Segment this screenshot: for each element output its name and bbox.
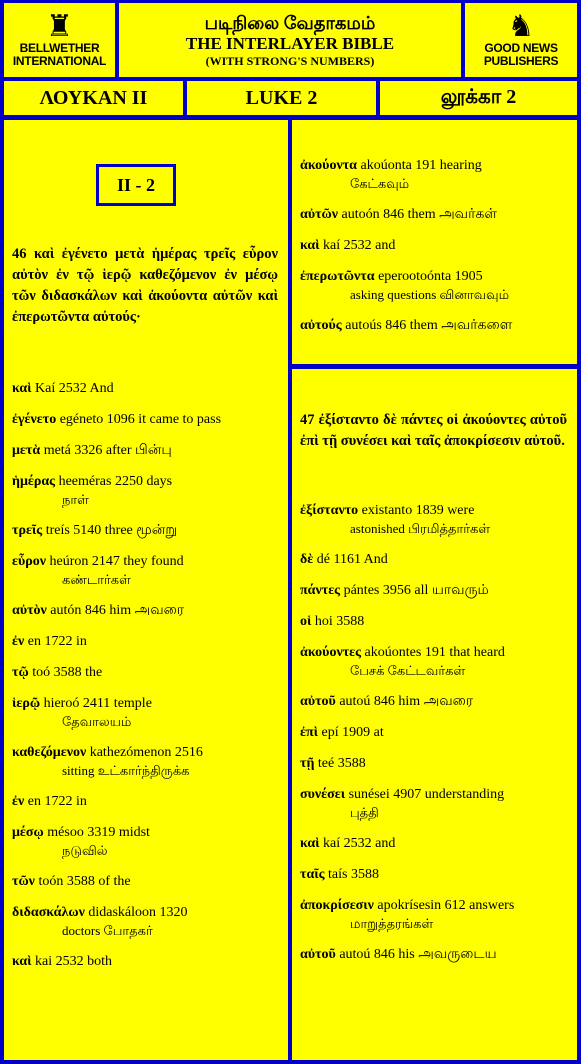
figure-icon: ♞ — [507, 10, 535, 43]
greek-word: αὐτὸν — [12, 603, 47, 618]
word-gloss: autón 846 him அவரை — [46, 603, 185, 618]
word-gloss: kai 2532 both — [31, 954, 113, 969]
word-entry — [12, 380, 278, 398]
greek-word: πάντες — [300, 583, 341, 598]
word-meaning: sitting உட்கார்ந்திருக்க — [62, 763, 190, 778]
right-top-word-list — [300, 157, 567, 348]
word-gloss: autoú 846 him அவரை — [335, 694, 474, 709]
word-entry — [300, 317, 567, 335]
left-word-list — [12, 380, 278, 984]
word-gloss: didaskáloon 1320 — [84, 905, 188, 920]
right-bottom-word-list — [300, 502, 567, 977]
greek-word: ἀποκρίσεσιν — [300, 898, 374, 913]
greek-word: ἐπὶ — [300, 725, 318, 740]
word-entry — [300, 724, 567, 742]
word-gloss: heúron 2147 they found — [46, 554, 184, 569]
word-gloss: egéneto 1096 it came to pass — [56, 412, 222, 427]
word-entry — [300, 946, 567, 964]
word-entry — [12, 793, 278, 811]
greek-word: διδασκάλων — [12, 905, 85, 920]
word-meaning: மாறுத்தரங்கள் — [350, 916, 434, 931]
word-entry — [300, 268, 567, 304]
word-gloss: akoúontes 191 that heard — [361, 645, 505, 660]
greek-word: τῶν — [12, 874, 35, 889]
word-entry — [300, 582, 567, 600]
word-meaning: doctors போதகர் — [62, 923, 153, 938]
word-gloss: epí 1909 at — [318, 725, 384, 740]
greek-word: τῷ — [12, 665, 29, 680]
word-gloss: hieroó 2411 temple — [40, 696, 152, 711]
greek-word: ἐν — [12, 634, 25, 649]
word-gloss: existanto 1839 were — [358, 503, 475, 518]
greek-word: καὶ — [300, 836, 320, 851]
greek-word: αὐτῶν — [300, 207, 339, 222]
word-entry — [12, 602, 278, 620]
word-entry — [300, 157, 567, 193]
greek-word: δὲ — [300, 552, 314, 567]
bellwether-logo — [4, 3, 115, 77]
logo-line1: BELLWETHER — [19, 41, 100, 55]
word-meaning: கேட்கவும் — [350, 176, 410, 191]
word-gloss: kathezómenon 2516 — [86, 745, 203, 760]
word-gloss: hoi 3588 — [311, 614, 365, 629]
word-entry — [300, 835, 567, 853]
word-entry — [12, 744, 278, 780]
word-gloss: Kaí 2532 And — [31, 381, 114, 396]
word-gloss: toó 3588 the — [28, 665, 103, 680]
word-entry — [12, 553, 278, 589]
word-meaning: asking questions வினாவவும் — [350, 287, 510, 302]
word-gloss: eperootoónta 1905 — [374, 269, 483, 284]
bell-icon: ♜ — [46, 10, 73, 43]
greek-word: οἱ — [300, 614, 312, 629]
greek-word: τρεῖς — [12, 523, 43, 538]
greek-word: εὗρον — [12, 554, 46, 569]
word-gloss: heeméras 2250 days — [55, 474, 173, 489]
word-gloss: mésoo 3319 midst — [43, 825, 150, 840]
word-entry — [12, 953, 278, 971]
greek-word: καθεζόμενον — [12, 745, 87, 760]
word-entry — [12, 873, 278, 891]
word-gloss: sunései 4907 understanding — [345, 787, 505, 802]
logo-line1: GOOD NEWS — [484, 41, 558, 55]
word-entry — [300, 502, 567, 538]
greek-word: ἀκούοντα — [300, 158, 357, 173]
greek-word: ἱερῷ — [12, 696, 41, 711]
word-gloss: autoús 846 them அவர்களை — [341, 318, 513, 333]
title-block — [119, 3, 461, 77]
greek-word: ἀκούοντες — [300, 645, 362, 660]
word-entry — [12, 664, 278, 682]
book-greek: ΛΟΥΚΑΝ ΙΙ — [4, 81, 183, 115]
word-entry — [12, 522, 278, 540]
word-entry — [12, 904, 278, 940]
greek-word: καὶ — [300, 238, 320, 253]
verse-46: 46 καὶ ἐγένετο μετὰ ἡμέρας τρεῖς εὗρον αὐτὸν ἐν τῷ ἱερῷ καθεζόμενον ἐν μέσῳ τῶν διδασκάλων καὶ ἀκούοντα αὐτῶν καὶ ἐπερωτῶντα αὐτούς· — [12, 246, 278, 325]
greek-word: ἡμέρας — [12, 474, 56, 489]
word-gloss: toón 3588 of the — [34, 874, 131, 889]
greek-word: μετὰ — [12, 443, 41, 458]
word-entry — [300, 237, 567, 255]
word-gloss: metá 3326 after பின்பு — [40, 443, 172, 458]
good-news-logo — [465, 3, 577, 77]
logo-line2: INTERNATIONAL — [12, 54, 107, 68]
word-entry — [12, 824, 278, 860]
word-gloss: teé 3588 — [314, 756, 366, 771]
chapter-reference: II - 2 — [96, 164, 176, 206]
word-gloss: apokrísesin 612 answers — [373, 898, 515, 913]
word-gloss: dé 1161 And — [313, 552, 388, 567]
greek-word: αὐτούς — [300, 318, 342, 333]
word-gloss: taís 3588 — [324, 867, 379, 882]
greek-word: καὶ — [12, 954, 32, 969]
greek-word: αὐτοῦ — [300, 947, 336, 962]
word-gloss: autoú 846 his அவருடைய — [335, 947, 497, 962]
greek-word: μέσῳ — [12, 825, 44, 840]
logo-line2: PUBLISHERS — [483, 54, 559, 68]
word-gloss: autoón 846 them அவர்கள் — [338, 207, 497, 222]
word-meaning: astonished பிரமித்தார்கள் — [350, 521, 491, 536]
word-entry — [300, 613, 567, 631]
title-tamil: படிநிலை வேதாகமம் — [204, 13, 376, 33]
title-main: THE INTERLAYER BIBLE — [185, 34, 395, 53]
word-gloss: kaí 2532 and — [319, 836, 396, 851]
book-tamil: லூக்கா 2 — [380, 81, 577, 115]
greek-word: ἐπερωτῶντα — [300, 269, 375, 284]
word-entry — [300, 866, 567, 884]
verse-47: 47 ἐξίσταντο δὲ πάντες οἱ ἀκούοντες αὐτοῦ ἐπὶ τῇ συνέσει καὶ ταῖς ἀποκρίσεσιν αὐτοῦ. — [300, 412, 567, 449]
word-gloss: pántes 3956 all யாவரும் — [340, 583, 489, 598]
greek-word: συνέσει — [300, 787, 346, 802]
word-gloss: en 1722 in — [24, 634, 87, 649]
word-entry — [300, 755, 567, 773]
greek-word: αὐτοῦ — [300, 694, 336, 709]
greek-word: ἐξίσταντο — [300, 503, 359, 518]
word-meaning: புத்தி — [350, 805, 379, 820]
word-entry — [300, 551, 567, 569]
greek-word: ἐν — [12, 794, 25, 809]
word-meaning: நடுவில் — [62, 843, 108, 858]
word-entry — [12, 633, 278, 651]
word-entry — [300, 693, 567, 711]
greek-word: καὶ — [12, 381, 32, 396]
word-entry — [300, 897, 567, 933]
word-meaning: பேசக் கேட்டவர்கள் — [350, 663, 466, 678]
title-sub: (WITH STRONG'S NUMBERS) — [205, 54, 375, 68]
word-meaning: நாள் — [62, 492, 89, 507]
word-gloss: akoúonta 191 hearing — [356, 158, 482, 173]
word-gloss: treís 5140 three மூன்று — [42, 523, 178, 538]
word-entry — [300, 786, 567, 822]
word-entry — [12, 442, 278, 460]
word-gloss: en 1722 in — [24, 794, 87, 809]
word-entry — [12, 695, 278, 731]
word-meaning: கண்டார்கள் — [62, 572, 131, 587]
word-entry — [300, 206, 567, 224]
word-meaning: தேவாலயம் — [62, 714, 132, 729]
word-entry — [300, 644, 567, 680]
greek-word: ἐγένετο — [12, 412, 57, 427]
word-entry — [12, 473, 278, 509]
book-english: LUKE 2 — [187, 81, 376, 115]
word-gloss: kaí 2532 and — [319, 238, 396, 253]
word-entry — [12, 411, 278, 429]
greek-word: ταῖς — [300, 867, 325, 882]
greek-word: τῇ — [300, 756, 315, 771]
